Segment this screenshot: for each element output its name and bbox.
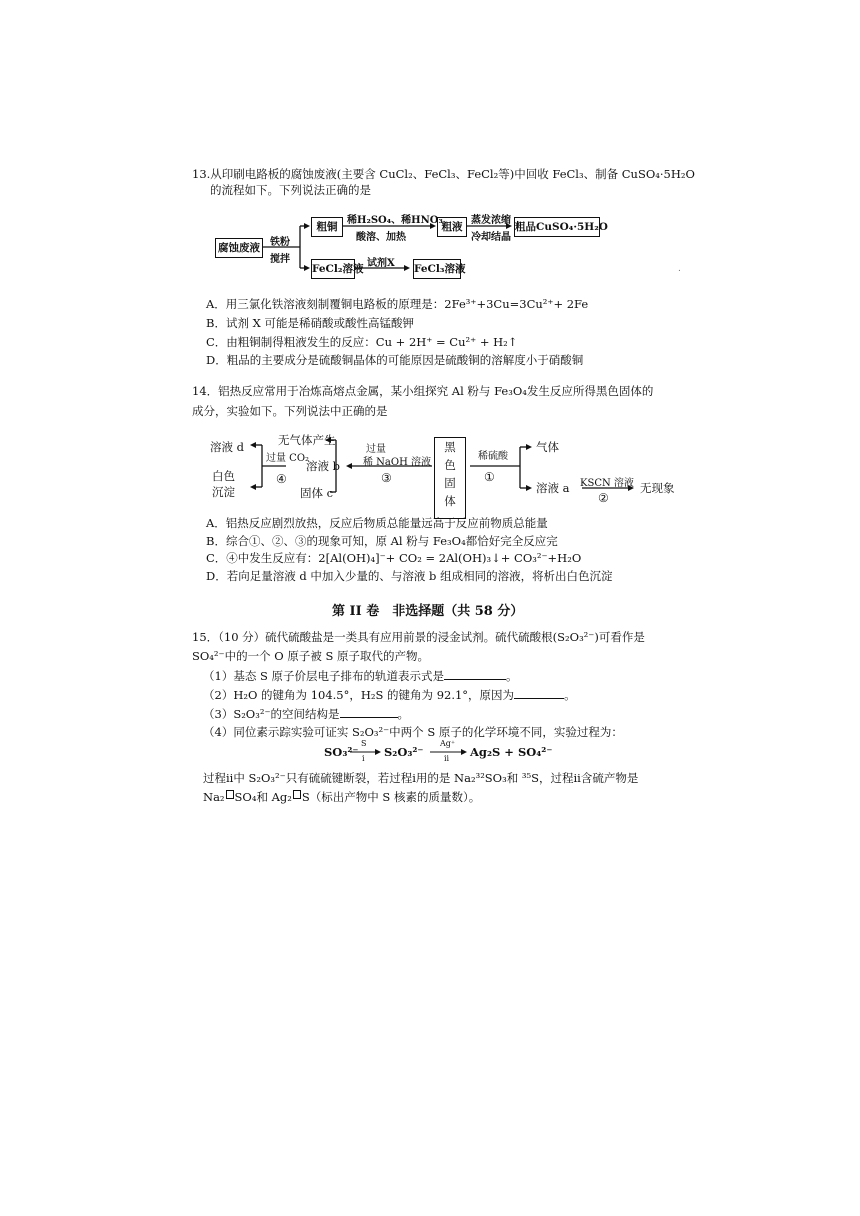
solution-d-label: 溶液 d bbox=[210, 440, 245, 454]
eq-so3: SO₃²⁻ bbox=[324, 745, 359, 759]
s-note-text: S（标出产物中 S 核素的质量数）。 bbox=[301, 790, 481, 804]
q14-option-d: D．若向足量溶液 d 中加入少量的、与溶液 b 组成相同的溶液，将析出白色沉淀 bbox=[206, 569, 613, 583]
q15-line2: SO₄²⁻中的一个 O 原子被 S 原子取代的产物。 bbox=[192, 649, 430, 663]
q13-stem-line1: 13.从印刷电路板的腐蚀废液(主要含 CuCl₂、FeCl₃、FeCl₂等)中回收 FeCl₃、制备 CuSO₄·5H₂O bbox=[192, 167, 695, 181]
iron-powder-label: 铁粉 bbox=[270, 237, 290, 248]
gas-label: 气体 bbox=[536, 440, 559, 454]
kscn-label: KSCN 溶液 bbox=[580, 478, 634, 489]
step-3-label: ③ bbox=[381, 471, 392, 485]
q14-stem-line1: 14．铝热反应常用于冶炼高熔点金属，某小组探究 Al 粉与 Fe₃O₄发生反应所得黑色固体的 bbox=[192, 384, 654, 398]
q13-stem-line2: 的流程如下。下列说法正确的是 bbox=[210, 183, 371, 197]
isotope-box-1[interactable] bbox=[226, 790, 234, 799]
q14-option-b: B．综合①、②、③的现象可知，原 Al 粉与 Fe₃O₄都恰好完全反应完 bbox=[206, 534, 558, 548]
q13-option-c: C．由粗铜制得粗液发生的反应：Cu + 2H⁺ = Cu²⁺ + H₂↑ bbox=[206, 335, 518, 349]
black-solid-char-1: 黑 bbox=[444, 440, 456, 454]
q15-tail-line2 bbox=[203, 790, 480, 804]
eq-step1-reagent: S bbox=[361, 739, 367, 748]
q13-option-a: A．用三氯化铁溶液刻制覆铜电路板的原理是：2Fe³⁺+3Cu=3Cu²⁺+ 2Fe bbox=[206, 297, 589, 311]
no-gas-label: 无气体产生 bbox=[278, 433, 336, 447]
acid-dissolve-label: 酸溶、加热 bbox=[356, 232, 406, 243]
step-2-label: ② bbox=[598, 491, 609, 505]
q15-line1: 15．（10 分）硫代硫酸盐是一类具有应用前景的浸金试剂。硫代硫酸根(S₂O₃²⁻)可看作是 bbox=[192, 630, 645, 644]
eq-s2o3: S₂O₃²⁻ bbox=[384, 745, 424, 759]
no-change-label: 无现象 bbox=[640, 481, 675, 495]
crude-solution-box: 粗液 bbox=[437, 217, 467, 237]
na2-text: Na₂ bbox=[203, 790, 225, 804]
eq-step1-label: i bbox=[362, 754, 365, 763]
dilute-h2so4-label: 稀硫酸 bbox=[478, 451, 508, 462]
q15-part3: （3）S₂O₃²⁻的空间结构是 。 bbox=[203, 707, 410, 721]
black-solid-char-4: 体 bbox=[444, 494, 456, 508]
waste-liquid-box: 腐蚀废液 bbox=[215, 238, 263, 258]
q15-part1: （1）基态 S 原子价层电子排布的轨道表示式是 。 bbox=[203, 669, 518, 683]
eq-step2-label: ii bbox=[444, 754, 450, 763]
q15-part4: （4）同位素示踪实验可证实 S₂O₃²⁻中两个 S 原子的化学环境不同，实验过程为： bbox=[203, 725, 623, 739]
step-1-label: ① bbox=[484, 470, 495, 484]
naoh-label: 稀 NaOH 溶液 bbox=[363, 457, 431, 468]
excess-label: 过量 bbox=[366, 444, 386, 455]
reagent-x-label: 试剂X bbox=[367, 258, 395, 269]
fecl2-box: FeCl₂溶液 bbox=[311, 259, 355, 279]
q15-part2: （2）H₂O 的键角为 104.5°，H₂S 的键角为 92.1°，原因为 。 bbox=[203, 688, 576, 702]
solid-c-label: 固体 c bbox=[300, 486, 334, 500]
q14-option-a: A．铝热反应剧烈放热，反应后物质总能量远高于反应前物质总能量 bbox=[206, 516, 548, 530]
white-precipitate-label-1: 白色 bbox=[212, 469, 235, 483]
q14-option-c: C．④中发生反应有：2[Al(OH)₄]⁻+ CO₂ = 2Al(OH)₃↓+ CO₃²⁻+H₂O bbox=[206, 551, 582, 565]
q15-tail-line1: 过程ii中 S₂O₃²⁻只有硫硫键断裂，若过程i用的是 Na₂³²SO₃和 ³⁵S，过程ii含硫产物是 bbox=[203, 771, 639, 785]
black-solid-char-2: 色 bbox=[444, 458, 456, 472]
acid-reagents-label: 稀H₂SO₄、稀HNO₃ bbox=[347, 215, 443, 226]
q13-option-b: B．试剂 X 可能是稀硝酸或酸性高锰酸钾 bbox=[206, 316, 414, 330]
crude-copper-box: 粗铜 bbox=[311, 217, 343, 237]
product-box: 粗品CuSO₄·5H₂O bbox=[514, 217, 600, 237]
q15-part1-text: （1）基态 S 原子价层电子排布的轨道表示式是 bbox=[203, 669, 445, 683]
evaporate-label: 蒸发浓缩 bbox=[471, 215, 511, 226]
fecl3-box: FeCl₃溶液 bbox=[413, 259, 461, 279]
step-4-label: ④ bbox=[276, 472, 287, 486]
stray-mark: . bbox=[678, 264, 681, 274]
white-precipitate-label-2: 沉淀 bbox=[212, 485, 235, 499]
q15-part2-text: （2）H₂O 的键角为 104.5°，H₂S 的键角为 92.1°，原因为 bbox=[203, 688, 515, 702]
q14-stem-line2: 成分，实验如下。下列说法中正确的是 bbox=[192, 404, 388, 418]
section-title: 第 II 卷 非选择题（共 58 分） bbox=[332, 604, 524, 619]
solution-b-label: 溶液 b bbox=[306, 459, 341, 473]
so4-ag2-text: SO₄和 Ag₂ bbox=[234, 790, 292, 804]
solution-a-label: 溶液 a bbox=[536, 481, 570, 495]
stir-label: 搅拌 bbox=[270, 254, 290, 265]
isotope-box-2[interactable] bbox=[293, 790, 301, 799]
crystallize-label: 冷却结晶 bbox=[471, 232, 511, 243]
black-solid-char-3: 固 bbox=[444, 476, 456, 490]
excess-co2-label: 过量 CO₂ bbox=[266, 453, 310, 464]
eq-products: Ag₂S + SO₄²⁻ bbox=[470, 745, 553, 759]
eq-step2-reagent: Ag⁺ bbox=[440, 739, 456, 748]
q15-part3-text: （3）S₂O₃²⁻的空间结构是 bbox=[203, 707, 340, 721]
q13-option-d: D．粗品的主要成分是硫酸铜晶体的可能原因是硫酸铜的溶解度小于硝酸铜 bbox=[206, 353, 584, 367]
